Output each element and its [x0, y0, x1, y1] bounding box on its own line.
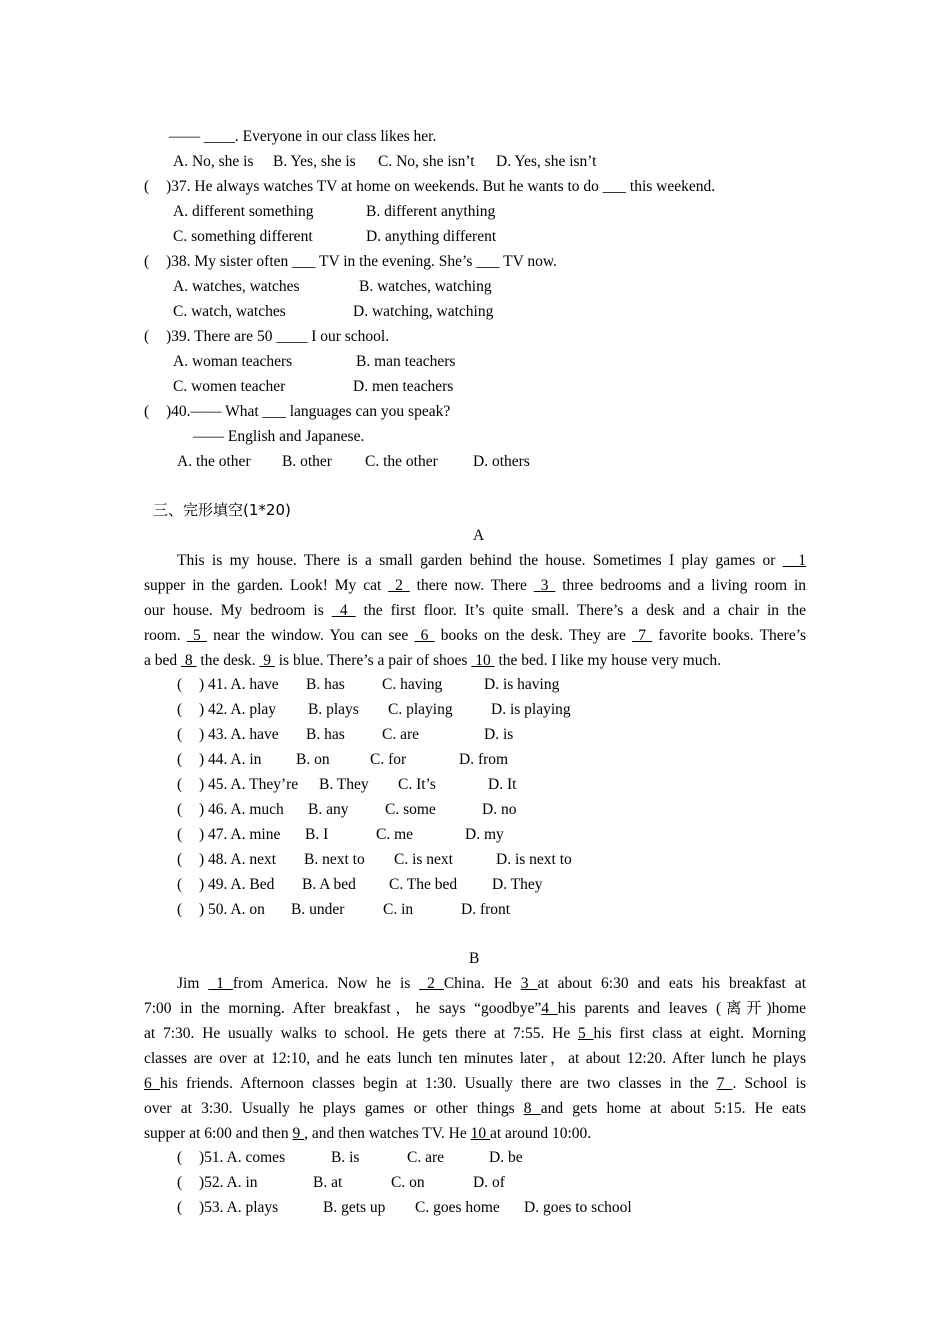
q37-option-b: B. different anything — [366, 203, 496, 220]
question-number-option-a: ) 48. A. next — [199, 851, 277, 868]
option-d: D. front — [461, 901, 511, 918]
q37-options-row1 — [0, 199, 496, 224]
blank-9-number: 9 — [263, 652, 271, 669]
blank-b2: _2 — [419, 975, 444, 992]
option-c: C. in — [383, 901, 414, 918]
part-b-passage — [144, 971, 806, 1146]
option-c: C. are — [407, 1149, 445, 1166]
part-b-heading: B — [469, 950, 480, 967]
part-a-line-4 — [144, 623, 806, 648]
q38-option-d: D. watching, watching — [353, 303, 494, 320]
question-number-option-a: )52. A. in — [199, 1174, 258, 1191]
q40-option-a: A. the other — [177, 453, 251, 470]
blank-b10: 10 — [470, 1125, 490, 1142]
part-a-heading: A — [473, 527, 485, 544]
option-b: B. I — [305, 826, 329, 843]
question-number-option-a: )51. A. comes — [199, 1149, 286, 1166]
blank-5 — [187, 627, 207, 644]
option-d: D. from — [459, 751, 509, 768]
answer-paren: ( — [177, 1199, 183, 1216]
q40-option-b: B. other — [282, 453, 332, 470]
blank-b5: 5 — [578, 1025, 594, 1042]
text-run: near the window. You can see — [206, 627, 415, 644]
text-run: his parents and leaves (离开)home — [557, 1000, 807, 1017]
text-run: over at 3:30. Usually he plays games or other things — [144, 1100, 524, 1117]
q39-option-c: C. women teacher — [173, 378, 286, 395]
part-b-line-2 — [144, 996, 806, 1021]
answer-paren: ( — [177, 701, 183, 718]
q39-option-d: D. men teachers — [353, 378, 454, 395]
q38-stem: )38. My sister often ___ TV in the evening. She’s ___ TV now. — [166, 253, 557, 270]
blank-3-number: 3 — [540, 577, 549, 594]
answer-paren: ( — [177, 776, 183, 793]
blank-10 — [471, 652, 494, 669]
q40-stem-line — [0, 399, 451, 424]
q40-options — [0, 449, 530, 474]
question-number-option-a: ) 49. A. Bed — [199, 876, 275, 893]
option-d: D. is playing — [491, 701, 571, 718]
option-b: B. has — [306, 726, 345, 743]
blank-6-number: 6 — [420, 627, 429, 644]
question-number-option-a: ) 46. A. much — [199, 801, 284, 818]
blank-4-number: 4 — [339, 602, 348, 619]
section3-title-line — [0, 498, 291, 523]
answer-paren: ( — [177, 726, 183, 743]
text-run: the bed. I like my house very much. — [494, 652, 721, 669]
option-d: D. is having — [484, 676, 560, 693]
q38-options-row1 — [0, 274, 492, 299]
q39-option-a: A. woman teachers — [173, 353, 293, 370]
text-run: This is my house. There is a small garden behind the house. Sometimes I play games or — [177, 552, 783, 569]
blank-b9: 9 — [292, 1125, 305, 1142]
option-c: C. is next — [394, 851, 453, 868]
text-run: 7:00 in the morning. After breakfast，he says “goodbye” — [144, 1000, 542, 1017]
text-run: favorite books. There’s — [652, 627, 807, 644]
text-run: classes are over at 12:10, and he eats lunch ten minutes later，at about 12:20. After lunch he plays — [144, 1050, 806, 1067]
answer-paren: ( — [177, 1174, 183, 1191]
q36-options — [0, 149, 597, 174]
blank-10-number: 10 — [475, 652, 491, 669]
option-b: B. is — [331, 1149, 360, 1166]
blank-1: __1 — [782, 552, 806, 569]
blank-8 — [181, 652, 197, 669]
option-d: D. no — [482, 801, 517, 818]
part-b-line-4 — [144, 1046, 806, 1071]
q36-option-b: B. Yes, she is — [273, 153, 356, 170]
text-run: books on the desk. They are — [434, 627, 633, 644]
blank-b8: 8 — [523, 1100, 541, 1117]
q37-stem: )37. He always watches TV at home on weekends. But he wants to do ___ this weekend. — [166, 178, 716, 195]
option-c: C. are — [382, 726, 420, 743]
blank-7-number: 7 — [638, 627, 647, 644]
q38-paren: ( — [144, 253, 150, 270]
part-a-line-1 — [144, 548, 806, 573]
text-run: at about 6:30 and eats his breakfast at — [537, 975, 807, 992]
q37-options-row2 — [0, 224, 497, 249]
text-run: three bedrooms and a living room in — [555, 577, 806, 594]
option-c: C. on — [391, 1174, 425, 1191]
question-number-option-a: ) 47. A. mine — [199, 826, 281, 843]
q38-stem-line — [0, 249, 557, 274]
q39-stem: )39. There are 50 ____ I our school. — [166, 328, 390, 345]
q36-option-c: C. No, she isn’t — [378, 153, 475, 170]
section3-title: 三、完形填空(1*20) — [153, 501, 291, 519]
answer-paren: ( — [177, 801, 183, 818]
text-run: our house. My bedroom is — [144, 602, 332, 619]
blank-b3: 3 — [520, 975, 538, 992]
q39-stem-line — [0, 324, 390, 349]
q36-option-a: A. No, she is — [173, 153, 254, 170]
part-b-line-7 — [144, 1121, 806, 1146]
text-run: supper at 6:00 and then — [144, 1125, 293, 1142]
q39-options-row2 — [0, 374, 454, 399]
question-number-option-a: ) 44. A. in — [199, 751, 262, 768]
blank-2-number: 2 — [395, 577, 403, 594]
q40-paren: ( — [144, 403, 150, 420]
text-run: a bed — [144, 652, 182, 669]
answer-paren: ( — [177, 851, 183, 868]
q39-option-b: B. man teachers — [356, 353, 456, 370]
answer-paren: ( — [177, 676, 183, 693]
question-number-option-a: ) 50. A. on — [199, 901, 265, 918]
option-d: D. be — [489, 1149, 523, 1166]
option-d: D. of — [473, 1174, 505, 1191]
answer-paren: ( — [177, 751, 183, 768]
answer-paren: ( — [177, 1149, 183, 1166]
option-c: C. It’s — [398, 776, 436, 793]
question-number-option-a: ) 43. A. have — [199, 726, 279, 743]
q39-paren: ( — [144, 328, 150, 345]
q40-stem: )40.—— What ___ languages can you speak? — [166, 403, 451, 420]
option-c: C. The bed — [389, 876, 458, 893]
option-d: D. It — [488, 776, 517, 793]
option-d: D. is — [484, 726, 514, 743]
q40-option-c: C. the other — [365, 453, 438, 470]
part-b-line-1 — [144, 971, 806, 996]
question-number-option-a: )53. A. plays — [199, 1199, 279, 1216]
q40-option-d: D. others — [473, 453, 530, 470]
text-run: is blue. There’s a pair of shoes — [274, 652, 472, 669]
answer-paren: ( — [177, 876, 183, 893]
blank-b6: 6 — [144, 1075, 160, 1092]
option-b: B. has — [306, 676, 345, 693]
answer-paren: ( — [177, 826, 183, 843]
text-run: there now. There — [409, 577, 534, 594]
option-b: B. any — [308, 801, 349, 818]
q38-option-a: A. watches, watches — [173, 278, 300, 295]
option-b: B. They — [319, 776, 369, 793]
option-c: C. some — [385, 801, 436, 818]
text-run: the desk. — [196, 652, 260, 669]
option-b: B. on — [296, 751, 330, 768]
part-b-line-6 — [144, 1096, 806, 1121]
blank-b4: 4 — [541, 1000, 558, 1017]
blank-b7: 7 — [716, 1075, 733, 1092]
option-d: D. my — [465, 826, 504, 843]
q38-option-c: C. watch, watches — [173, 303, 286, 320]
part-b-line-3 — [144, 1021, 806, 1046]
option-d: D. They — [492, 876, 543, 893]
text-run: at 7:30. He usually walks to school. He gets there at 7:55. He — [144, 1025, 578, 1042]
q40-answer-line — [0, 424, 365, 449]
text-run: at around 10:00. — [489, 1125, 592, 1142]
question-number-option-a: ) 42. A. play — [199, 701, 277, 718]
text-run: and gets home at about 5:15. He eats — [540, 1100, 807, 1117]
part-a-line-3 — [144, 598, 806, 623]
part-b-line-5 — [144, 1071, 806, 1096]
question-number-option-a: ) 45. A. They’re — [199, 776, 299, 793]
text-run: supper in the garden. Look! My cat — [144, 577, 389, 594]
text-run: China. He — [443, 975, 521, 992]
text-run: . School is — [732, 1075, 806, 1092]
blank-5-number: 5 — [192, 627, 201, 644]
option-b: B. gets up — [323, 1199, 386, 1216]
option-c: C. having — [382, 676, 443, 693]
blank-2 — [388, 577, 410, 594]
text-run: the first floor. It’s quite small. There’s a desk and a chair in the — [355, 602, 806, 619]
option-c: C. playing — [388, 701, 453, 718]
option-c: C. for — [370, 751, 407, 768]
q37-option-c: C. something different — [173, 228, 313, 245]
blank-7 — [632, 627, 652, 644]
question-number-option-a: ) 41. A. have — [199, 676, 279, 693]
blank-9 — [259, 652, 275, 669]
q40-answer-text: —— English and Japanese. — [193, 428, 365, 445]
q38-options-row2 — [0, 299, 494, 324]
q37-stem-line — [0, 174, 716, 199]
blank-4 — [332, 602, 356, 619]
blank-3 — [534, 577, 556, 594]
q36-option-d: D. Yes, she isn’t — [496, 153, 597, 170]
blank-8-number: 8 — [184, 652, 193, 669]
answer-paren: ( — [177, 901, 183, 918]
option-d: D. goes to school — [524, 1199, 632, 1216]
part-a-line-5 — [144, 648, 806, 673]
option-c: C. me — [376, 826, 414, 843]
q36-answer-line — [0, 124, 437, 149]
option-b: B. at — [313, 1174, 343, 1191]
part-a-passage — [144, 548, 806, 673]
option-b: B. plays — [308, 701, 359, 718]
q37-paren: ( — [144, 178, 150, 195]
q37-option-a: A. different something — [173, 203, 314, 220]
text-run: room. — [144, 627, 187, 644]
q36-answer-text: —— ____. Everyone in our class likes her. — [169, 128, 437, 145]
text-run: Jim — [177, 975, 209, 992]
text-run: from America. Now he is — [232, 975, 420, 992]
option-c: C. goes home — [415, 1199, 500, 1216]
text-run: his friends. Afternoon classes begin at 1:30. Usually there are two classes in the — [159, 1075, 717, 1092]
option-b: B. next to — [304, 851, 365, 868]
blank-6 — [414, 627, 434, 644]
q39-options-row1 — [0, 349, 456, 374]
q37-option-d: D. anything different — [366, 228, 497, 245]
part-a-line-2 — [144, 573, 806, 598]
text-run: his first class at eight. Morning — [593, 1025, 806, 1042]
text-run: , and then watches TV. He — [304, 1125, 471, 1142]
option-b: B. A bed — [302, 876, 356, 893]
option-d: D. is next to — [496, 851, 572, 868]
option-b: B. under — [291, 901, 345, 918]
blank-b1: _1 — [208, 975, 233, 992]
q38-option-b: B. watches, watching — [359, 278, 492, 295]
